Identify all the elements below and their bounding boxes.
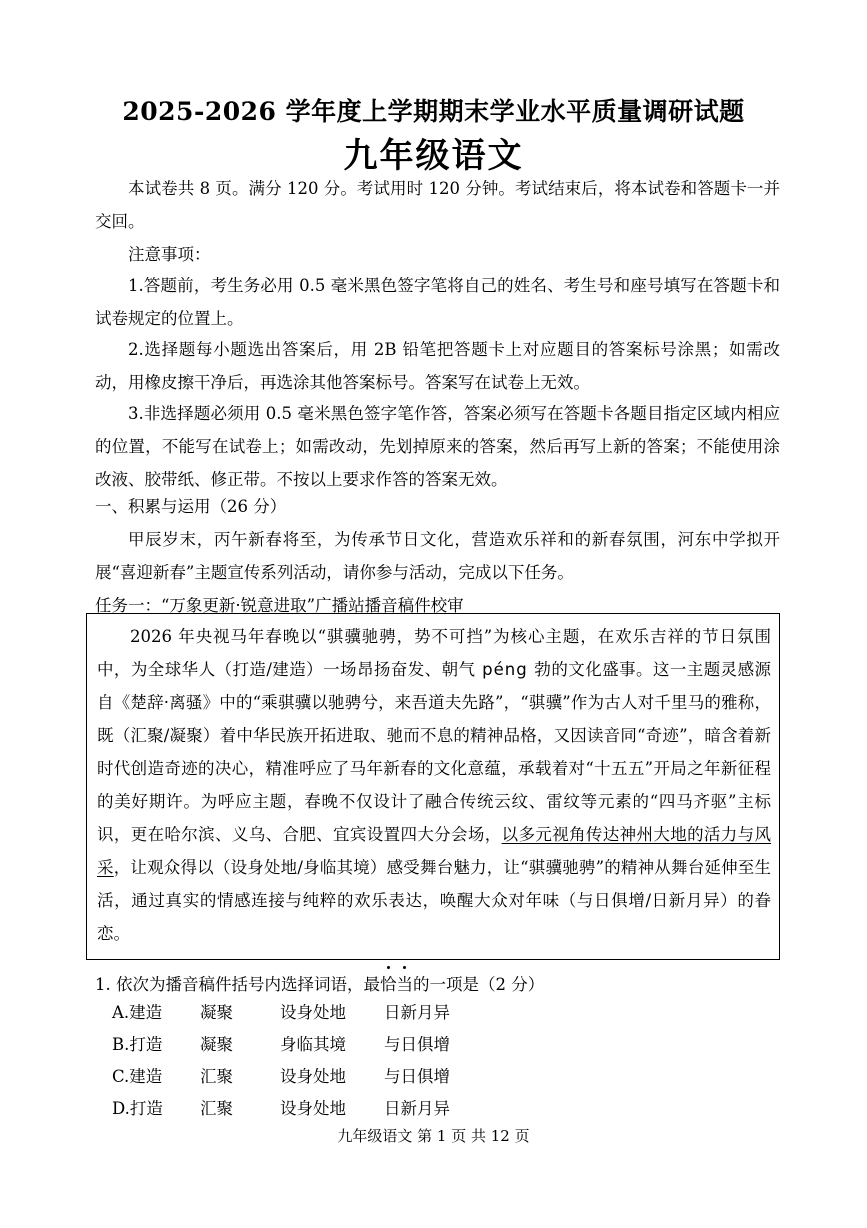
option-b xyxy=(112,1028,474,1061)
emphasis-char-2: 当 xyxy=(397,968,414,1001)
option-label: B.打造 xyxy=(112,1035,163,1054)
option-word-3: 日新月异 xyxy=(384,1003,450,1022)
option-word-2: 设身处地 xyxy=(280,1003,346,1022)
notes-heading: 注意事项： xyxy=(128,245,211,264)
option-a xyxy=(112,996,474,1029)
emphasis-char-1: 恰 xyxy=(380,968,397,1001)
pinyin-annotation: péng xyxy=(475,660,535,679)
option-word-3: 与日俱增 xyxy=(384,1067,450,1086)
option-label: A.建造 xyxy=(112,1003,163,1022)
option-label: D.打造 xyxy=(112,1099,163,1118)
underlined-sentence: 以多元视角传达神州大地的活力与风采 xyxy=(97,825,772,877)
question-suffix: 的一项是（2 分） xyxy=(413,975,545,994)
option-word-1: 凝聚 xyxy=(200,1035,233,1054)
exam-title: 2025-2026 学年度上学期期末学业水平质量调研试题 xyxy=(122,97,745,126)
note-item-3: 3.非选择题必须用 0.5 毫米黑色签字笔作答，答案必须写在答题卡各题目指定区域内相应的位置，不能写在试卷上；如需改动，先划掉原来的答案，然后再写上新的答案；不能使用涂改液、胶带纸、修正带。不按以上要求作答的答案无效。 xyxy=(95,404,780,489)
note-item-1: 1.答题前，考生务必用 0.5 毫米黑色签字笔将自己的姓名、考生号和座号填写在答题卡和试卷规定的位置上。 xyxy=(95,276,780,328)
option-word-2: 设身处地 xyxy=(280,1099,346,1118)
note-item-2: 2.选择题每小题选出答案后，用 2B 铅笔把答题卡上对应题目的答案标号涂黑；如需改动，用橡皮擦干净后，再选涂其他答案标号。答案写在试卷上无效。 xyxy=(95,340,780,392)
option-word-3: 与日俱增 xyxy=(384,1035,450,1054)
passage-part-1: 2026 年央视马年春晚以“骐骥驰骋，势不可挡”为核心主题，在欢乐吉祥的节日氛围中，为全球华人（打造/建造）一场昂扬奋发、朝气 xyxy=(97,627,771,679)
subject-title: 九年级语文 xyxy=(343,136,524,176)
option-c xyxy=(112,1060,474,1093)
task-heading: 任务一：“万象更新·锐意进取”广播站播音稿件校审 xyxy=(95,596,464,615)
passage-text xyxy=(97,620,771,950)
option-word-1: 汇聚 xyxy=(200,1099,233,1118)
page-footer: 九年级语文 第 1 页 共 12 页 xyxy=(337,1127,530,1145)
option-word-2: 身临其境 xyxy=(280,1035,346,1054)
section-heading: 一、积累与运用（26 分） xyxy=(95,497,287,516)
option-d xyxy=(112,1092,474,1125)
passage-part-2: 勃的文化盛事。这一主题灵感源自《楚辞·离骚》中的“乘骐骥以驰骋兮，来吾道夫先路”，“骐骥”作为古人对千里马的雅称，既（汇聚/凝聚）着中华民族开拓进取、驰而不息的精神品格，又因读音同“奇迹”，暗含着新时代创造奇迹的决心，精准呼应了马年新春的文化意蕴，承载着对“十五五”开局之年新征程的美好期许。为呼应主题，春晚不仅设计了融合传统云纹、雷纹等元素的“四马齐驱”主标识，更在哈尔滨、义乌、合肥、宜宾设置四大分会场， xyxy=(97,660,772,844)
option-word-1: 凝聚 xyxy=(200,1003,233,1022)
background-paragraph: 甲辰岁末，丙午新春将至，为传承节日文化，营造欢乐祥和的新春氛围，河东中学拟开展“喜迎新春”主题宣传系列活动，请你参与活动，完成以下任务。 xyxy=(95,530,780,582)
intro-paragraph: 本试卷共 8 页。满分 120 分。考试用时 120 分钟。考试结束后，将本试卷和答题卡一并交回。 xyxy=(95,179,780,231)
option-word-3: 日新月异 xyxy=(384,1099,450,1118)
option-label: C.建造 xyxy=(112,1067,163,1086)
option-word-1: 汇聚 xyxy=(200,1067,233,1086)
option-word-2: 设身处地 xyxy=(280,1067,346,1086)
passage-part-3: ，让观众得以（设身处地/身临其境）感受舞台魅力，让“骐骥驰骋”的精神从舞台延伸至生活，通过真实的情感连接与纯粹的欢乐表达，唤醒大众对年味（与日俱增/日新月异）的眷恋。 xyxy=(97,858,771,943)
question-prefix: 1. 依次为播音稿件括号内选择词语，最 xyxy=(95,975,380,994)
passage-box xyxy=(86,613,780,960)
